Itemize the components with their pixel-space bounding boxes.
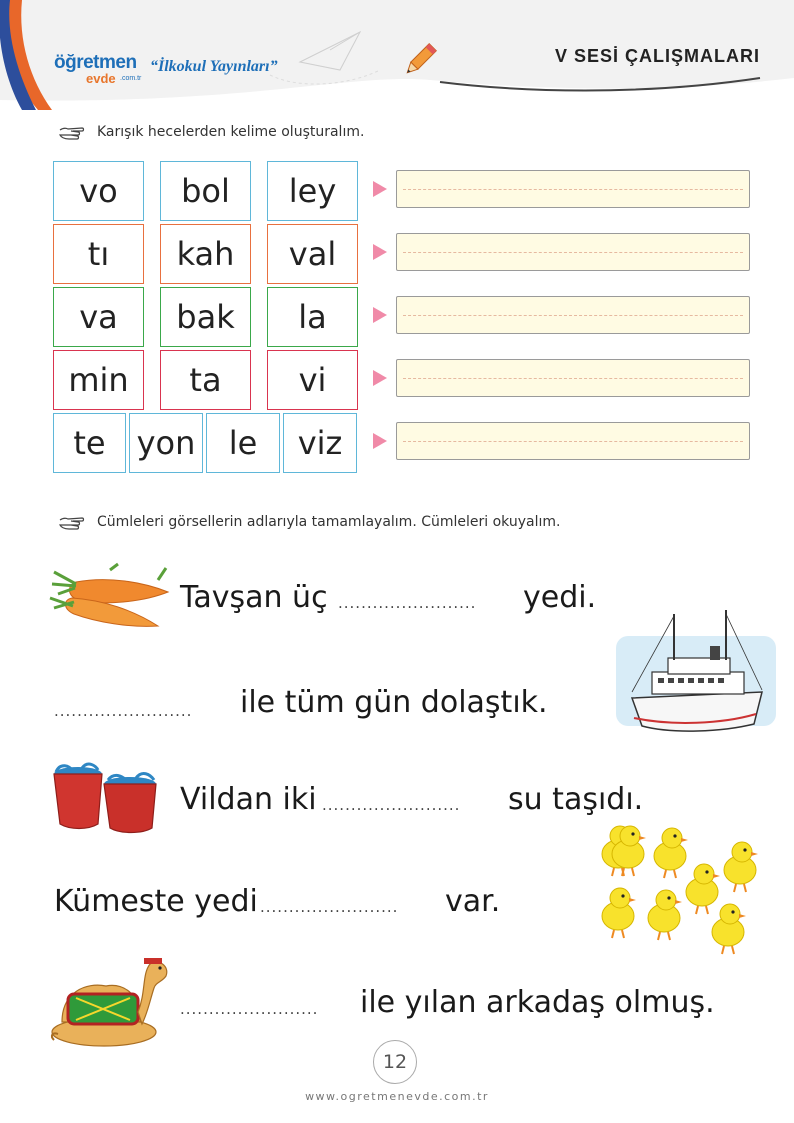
sentence-4-after: var. — [445, 884, 501, 919]
sentence-3-blank[interactable]: ........................ — [322, 796, 461, 814]
pointing-hand-icon — [58, 514, 86, 532]
publisher-name: “İlkokul Yayınları” — [150, 58, 278, 75]
arrow-icon — [373, 433, 387, 449]
sentence-2-blank[interactable]: ........................ — [54, 702, 193, 720]
buckets-icon — [48, 758, 170, 834]
syllable-box: yon — [129, 413, 203, 473]
answer-field[interactable] — [396, 422, 750, 460]
syllable-box: ta — [160, 350, 251, 410]
arrow-icon — [373, 181, 387, 197]
camel-icon — [46, 952, 174, 1052]
sentence-1-before: Tavşan üç — [180, 580, 328, 615]
syllable-box: te — [53, 413, 126, 473]
syllable-box: bak — [160, 287, 251, 347]
sentence-3-before: Vildan iki — [180, 782, 317, 817]
pointing-hand-icon — [58, 124, 86, 142]
ferry-icon — [612, 606, 780, 748]
answer-field[interactable] — [396, 296, 750, 334]
arrow-icon — [373, 244, 387, 260]
logo-domain: .com.tr — [120, 75, 142, 82]
carrots-icon — [48, 562, 172, 630]
logo: öğretmen — [54, 52, 137, 73]
sentence-5-after: ile yılan arkadaş olmuş. — [360, 985, 715, 1020]
syllable-box: le — [206, 413, 280, 473]
instruction-1: Karışık hecelerden kelime oluşturalım. — [97, 124, 365, 140]
sentence-5-blank[interactable]: ........................ — [180, 1000, 319, 1018]
syllable-box: tı — [53, 224, 144, 284]
sentence-1-blank[interactable]: ........................ — [338, 594, 477, 612]
arrow-icon — [373, 370, 387, 386]
syllable-box: la — [267, 287, 358, 347]
sentence-4-blank[interactable]: ........................ — [260, 898, 399, 916]
chicks-icon — [596, 822, 762, 964]
website-url[interactable]: www.ogretmenevde.com.tr — [305, 1090, 489, 1103]
syllable-box: min — [53, 350, 144, 410]
sentence-3-after: su taşıdı. — [508, 782, 644, 817]
answer-field[interactable] — [396, 233, 750, 271]
sentence-2-after: ile tüm gün dolaştık. — [240, 685, 548, 720]
syllable-box: vo — [53, 161, 144, 221]
answer-field[interactable] — [396, 359, 750, 397]
logo-sub: evde — [86, 71, 116, 86]
sentence-4-before: Kümeste yedi — [54, 884, 258, 919]
page-title: V SESİ ÇALIŞMALARI — [554, 46, 760, 66]
syllable-box: val — [267, 224, 358, 284]
arrow-icon — [373, 307, 387, 323]
answer-field[interactable] — [396, 170, 750, 208]
instruction-2: Cümleleri görsellerin adlarıyla tamamlayalım. Cümleleri okuyalım. — [97, 514, 561, 530]
syllable-box: viz — [283, 413, 357, 473]
syllable-box: bol — [160, 161, 251, 221]
syllable-box: va — [53, 287, 144, 347]
page-number: 12 — [373, 1040, 417, 1084]
syllable-box: ley — [267, 161, 358, 221]
pencil-icon — [400, 40, 440, 80]
syllable-box: kah — [160, 224, 251, 284]
syllable-box: vi — [267, 350, 358, 410]
sentence-1-after: yedi. — [523, 580, 597, 615]
